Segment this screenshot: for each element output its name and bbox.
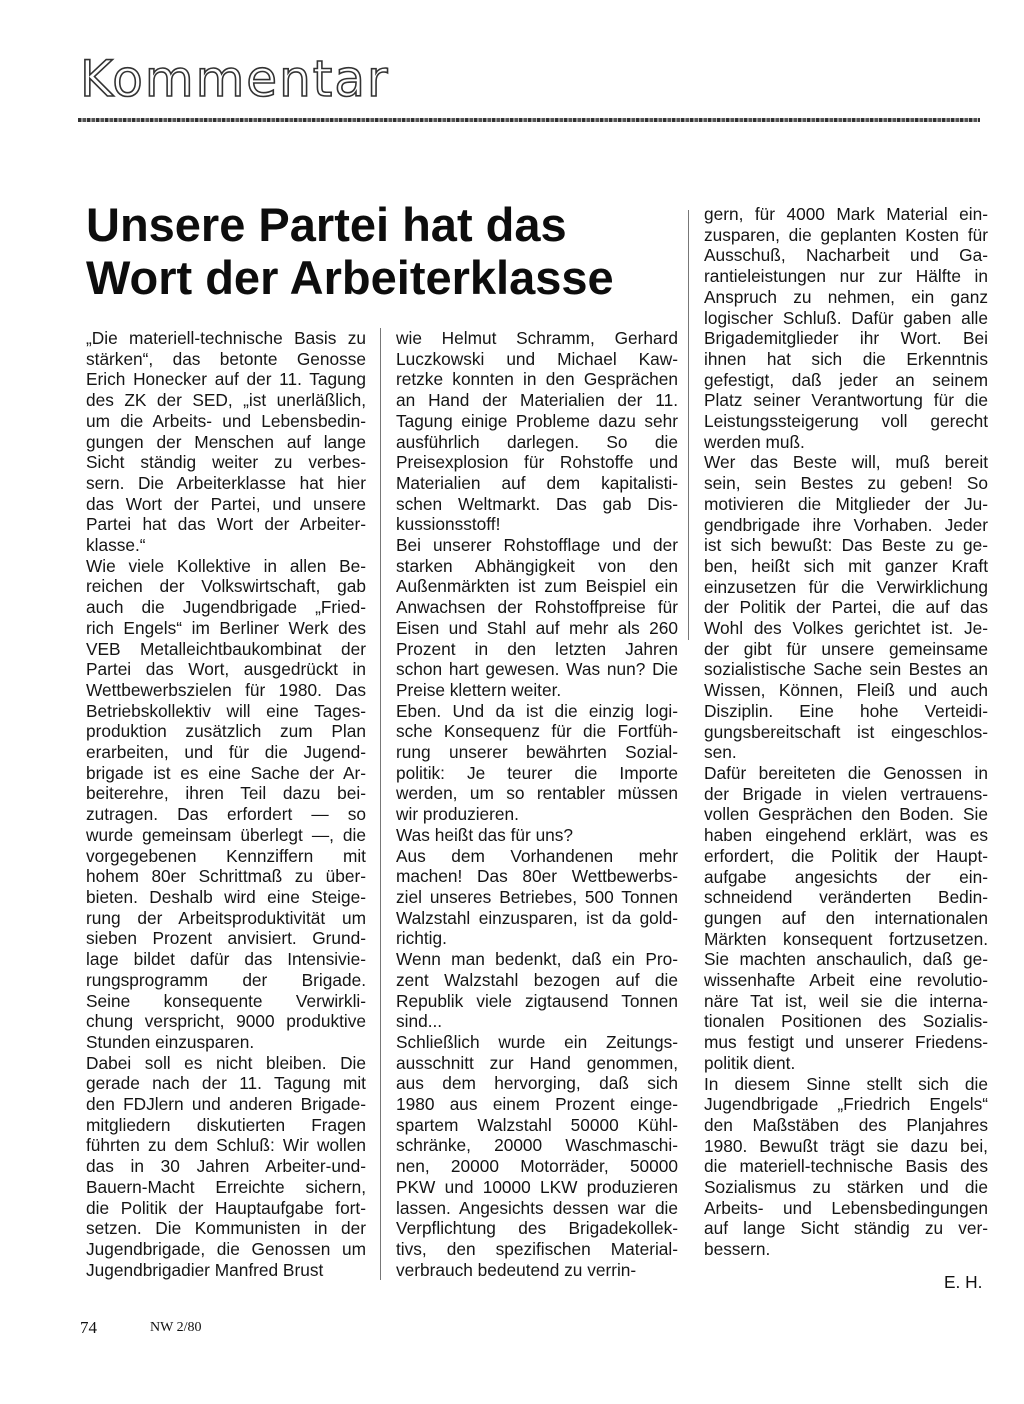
text-line: Was heißt das für uns? (396, 824, 574, 845)
text-line: gerade nach der 11. Tagung mit (86, 1073, 366, 1094)
article-column-2 (396, 328, 678, 1280)
text-line: richtig. (396, 928, 447, 949)
text-line: Disziplin. Eine hohe Verteidi- (704, 700, 988, 721)
text-line: der gibt für unsere gemeinsame (704, 638, 988, 659)
page-number: 74 (80, 1318, 97, 1337)
text-line: näre Tat ist, weil sie die interna- (704, 990, 988, 1011)
text-line: 1980. Bewußt trägt sie dazu bei, (704, 1135, 988, 1156)
text-line: Preisexplosion für Rohstoffe und (396, 452, 678, 473)
text-line: an Hand der Materialien der 11. (396, 390, 678, 411)
text-line: ist sich bewußt: Das Beste zu ge- (704, 535, 988, 556)
text-line: den Maßstäben des Planjahres (704, 1114, 988, 1135)
text-line: Anwachsen der Rohstoffpreise für (396, 597, 678, 618)
text-line: setzen. Die Kommunisten in der (86, 1218, 366, 1239)
text-line: Anspruch zu nehmen, ein ganz (704, 286, 988, 307)
text-line: Stunden einzusparen. (86, 1031, 255, 1052)
text-line: Preise klettern weiter. (396, 679, 562, 700)
text-line: Eisen und Stahl auf mehr als 260 (396, 617, 678, 638)
column-divider (688, 210, 689, 640)
text-line: sche Konsequenz für die Fortfüh- (396, 721, 678, 742)
text-line: Dabei soll es nicht bleiben. Die (86, 1052, 366, 1073)
text-line: ausschnitt zur Hand genommen, (396, 1052, 678, 1073)
text-line: gendbrigade ihre Vorhaben. Jeder (704, 514, 988, 535)
text-line: rich Engels“ im Berliner Werk des (86, 617, 366, 638)
text-line: sen. (704, 742, 737, 763)
headline-line: Unsere Partei hat das (86, 198, 567, 251)
text-line: rung unserer bewährten Sozial- (396, 742, 678, 763)
text-line: vollen Gesprächen den Boden. Sie (704, 804, 988, 825)
text-line: der Brigade in vielen vertrauens- (704, 783, 988, 804)
text-line: Betriebskollektiv will eine Tages- (86, 700, 366, 721)
text-line: Schließlich wurde ein Zeitungs- (396, 1031, 678, 1052)
text-line: Partei das Wort, ausgedrückt in (86, 659, 366, 680)
text-line: einzusetzen für die Verwirklichung (704, 576, 988, 597)
text-line: Republik viele zigtausend Tonnen (396, 990, 678, 1011)
text-line: der Politik der Partei, die auf das (704, 597, 988, 618)
text-line: tionalen Positionen des Sozialis- (704, 1011, 988, 1032)
text-line: PKW und 10000 LKW produzieren (396, 1176, 678, 1197)
text-line: Bauern-Macht Erreichte sichern, (86, 1176, 366, 1197)
section-label: Kommentar (80, 50, 390, 108)
text-line: gern, für 4000 Mark Material ein- (704, 204, 988, 224)
text-line: Walzstahl einzusparen, ist da gold- (396, 907, 678, 928)
text-line: sern. Die Arbeiterklasse hat hier (86, 472, 366, 493)
text-line: mitgliedern diskutierten Fragen (86, 1114, 366, 1135)
text-line: Arbeits- und Lebensbedingungen (704, 1197, 988, 1218)
text-line: mus festigt und unserer Friedens- (704, 1032, 988, 1053)
text-line: Erich Honecker auf der 11. Tagung (86, 369, 366, 390)
text-line: Wissen, Können, Fleiß und auch (704, 680, 988, 701)
text-line: zent Walzstahl bezogen auf die (396, 969, 678, 990)
text-line: Verpflichtung des Brigadekollek- (396, 1218, 678, 1239)
article-column-1 (86, 328, 366, 1280)
text-line: gungen der Menschen auf lange (86, 431, 366, 452)
text-line: erfordert, die Politik der Haupt- (704, 845, 988, 866)
text-line: haben eingehend erklärt, was es (704, 825, 988, 846)
text-line: Märkten konsequent fortzusetzen. (704, 928, 988, 949)
text-line: politik dient. (704, 1052, 796, 1073)
text-line: brigade ist es eine Sache der Ar- (86, 762, 366, 783)
text-line: Leistungssteigerung voll gerecht (704, 411, 988, 432)
text-line: Luczkowski und Michael Kaw- (396, 348, 678, 369)
text-line: Ausschuß, Nacharbeit und Ga- (704, 245, 988, 266)
text-line: sind... (396, 1011, 443, 1032)
text-line: lage bildet dafür das Intensivie- (86, 949, 366, 970)
text-line: „Die materiell-technische Basis zu (86, 328, 366, 348)
text-line: retzke konnten in den Gesprächen (396, 369, 678, 390)
text-line: Platz seiner Verantwortung für die (704, 390, 988, 411)
text-line: schen Weltmarkt. Das gab Dis- (396, 493, 678, 514)
text-line: hohem 80er Schrittmaß zu über- (86, 866, 366, 887)
article-column-3 (704, 204, 988, 1260)
text-line: zutragen. Das erfordert — so (86, 804, 366, 825)
text-line: machen! Das 80er Wettbewerbs- (396, 866, 678, 887)
text-line: chung verspricht, 9000 produktive (86, 1011, 366, 1032)
text-line: wir produzieren. (396, 804, 519, 825)
header-rule (78, 118, 980, 122)
text-line: Wettbewerbszielen für 1980. Das (86, 679, 366, 700)
text-line: sein, sein Bestes zu geben! So (704, 473, 988, 494)
text-line: bessern. (704, 1239, 771, 1260)
text-line: stärken“, das betonte Genosse (86, 348, 366, 369)
text-line: Wohl des Volkes gerichtet ist. Je- (704, 618, 988, 639)
text-line: starken Abhängigkeit von den (396, 555, 678, 576)
text-line: Wer das Beste will, muß bereit (704, 452, 988, 473)
text-line: lassen. Angesichts dessen war die (396, 1197, 678, 1218)
text-line: Materialien auf dem kapitalisti- (396, 472, 678, 493)
text-line: das in 30 Jahren Arbeiter-und- (86, 1156, 366, 1177)
text-line: beiterehre, ihren Teil dazu bei- (86, 783, 366, 804)
journal-reference: NW 2/80 (150, 1320, 202, 1335)
text-line: rung der Arbeitsproduktivität um (86, 907, 366, 928)
text-line: die materiell-technische Basis des (704, 1156, 988, 1177)
text-line: motivieren die Mitglieder der Ju- (704, 493, 988, 514)
text-line: bieten. Deshalb wird eine Steige- (86, 886, 366, 907)
text-line: Außenmärkten ist zum Beispiel ein (396, 576, 678, 597)
text-line: klasse.“ (86, 535, 146, 556)
text-line: Seine konsequente Verwirkli- (86, 990, 366, 1011)
text-line: Jugendbrigadier Manfred Brust (86, 1259, 324, 1280)
text-line: gungsbereitschaft ist eingeschlos- (704, 721, 988, 742)
text-line: erarbeiten, und für die Jugend- (86, 742, 366, 763)
text-line: tivs, den spezifischen Material- (396, 1238, 678, 1259)
text-line: schränke, 20000 Waschmaschi- (396, 1135, 678, 1156)
text-line: Dafür bereiteten die Genossen in (704, 762, 988, 783)
text-line: reichen der Volkswirtschaft, gab (86, 576, 366, 597)
text-line: führten zu dem Schluß: Wir wollen (86, 1135, 366, 1156)
text-line: des ZK der SED, „ist unerläßlich, (86, 390, 366, 411)
text-line: Bei unserer Rohstofflage und der (396, 535, 678, 556)
column-divider (380, 328, 381, 1280)
text-line: 1980 aus einem Prozent einge- (396, 1094, 678, 1115)
text-line: wie Helmut Schramm, Gerhard (396, 328, 678, 348)
text-line: Brigademitglieder ihr Wort. Bei (704, 328, 988, 349)
text-line: Partei hat das Wort der Arbeiter- (86, 514, 366, 535)
text-line: aus dem hervorging, daß sich (396, 1073, 678, 1094)
text-line: die Politik der Hauptaufgabe fort- (86, 1197, 366, 1218)
text-line: Prozent in den letzten Jahren (396, 638, 678, 659)
text-line: Sicht ständig weiter zu verbes- (86, 452, 366, 473)
text-line: vorgegebenen Kennziffern mit (86, 845, 366, 866)
text-line: ihnen hat sich die Erkenntnis (704, 348, 988, 369)
text-line: kussionsstoff! (396, 514, 501, 535)
text-line: gungen auf den internationalen (704, 907, 988, 928)
text-line: Eben. Und da ist die einzig logi- (396, 700, 678, 721)
text-line: Aus dem Vorhandenen mehr (396, 845, 678, 866)
text-line: produktion zusätzlich zum Plan (86, 721, 366, 742)
text-line: ziel unseres Betriebes, 500 Tonnen (396, 886, 678, 907)
text-line: Sozialismus zu stärken und die (704, 1177, 988, 1198)
text-line: sozialistische Sache sein Bestes an (704, 659, 988, 680)
text-line: nen, 20000 Motorräder, 50000 (396, 1156, 678, 1177)
text-line: Sie machten anschaulich, daß ge- (704, 949, 988, 970)
text-line: politik: Je teurer die Importe (396, 762, 678, 783)
text-line: aufgabe angesichts der ein- (704, 866, 988, 887)
text-line: wissenhafte Arbeit eine revolutio- (704, 970, 988, 991)
text-line: das Wort der Partei, und unsere (86, 493, 366, 514)
text-line: den FDJlern und anderen Brigade- (86, 1094, 366, 1115)
text-line: Wie viele Kollektive in allen Be- (86, 555, 366, 576)
text-line: VEB Metalleichtbaukombinat der (86, 638, 366, 659)
text-line: Tagung einige Probleme dazu sehr (396, 410, 678, 431)
author-signature: E. H. (944, 1272, 983, 1292)
text-line: werden, um so rentabler müssen (396, 783, 678, 804)
text-line: schneidend veränderten Bedin- (704, 887, 988, 908)
text-line: Wenn man bedenkt, daß ein Pro- (396, 949, 678, 970)
article-headline (86, 198, 646, 304)
text-line: In diesem Sinne stellt sich die (704, 1073, 988, 1094)
text-line: ben, heißt sich mit ganzer Kraft (704, 555, 988, 576)
text-line: Jugendbrigade „Friedrich Engels“ (704, 1094, 988, 1115)
text-line: werden muß. (704, 431, 805, 452)
text-line: ausführlich darlegen. So die (396, 431, 678, 452)
text-line: spartem Walzstahl 50000 Kühl- (396, 1114, 678, 1135)
headline-line: Wort der Arbeiterklasse (86, 251, 614, 304)
text-line: auch die Jugendbrigade „Fried- (86, 597, 366, 618)
text-line: auf lange Sicht ständig zu ver- (704, 1218, 988, 1239)
text-line: verbrauch bedeutend zu verrin- (396, 1259, 637, 1280)
text-line: Jugendbrigade, die Genossen um (86, 1238, 366, 1259)
text-line: gefestigt, daß jeder an seinem (704, 369, 988, 390)
text-line: rungsprogramm der Brigade. (86, 969, 366, 990)
text-line: rantieleistungen nur zur Hälfte in (704, 266, 988, 287)
text-line: um die Arbeits- und Lebensbedin- (86, 410, 366, 431)
text-line: logischer Schluß. Dafür gaben alle (704, 307, 988, 328)
text-line: schon hart gewesen. Was nun? Die (396, 659, 678, 680)
text-line: wurde gemeinsam überlegt —, die (86, 824, 366, 845)
text-line: sieben Prozent anvisiert. Grund- (86, 928, 366, 949)
text-line: zusparen, die geplanten Kosten für (704, 224, 988, 245)
